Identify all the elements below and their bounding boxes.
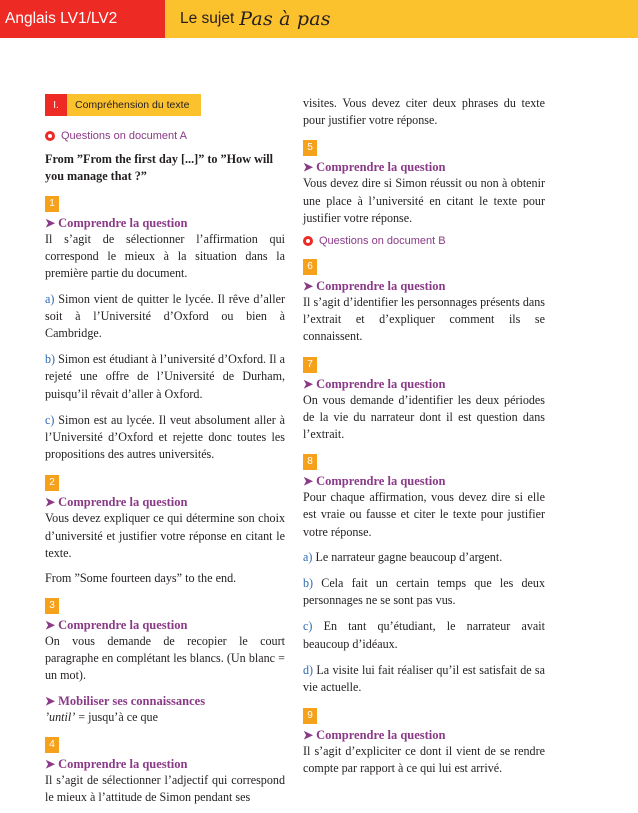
left-column — [45, 94, 285, 813]
question-6 — [303, 256, 545, 346]
question-text: Pour chaque affirmation, vous devez dire si elle est vraie ou fausse et citer le texte pour justifier votre réponse. — [303, 490, 545, 539]
ring-bullet-icon — [45, 131, 55, 141]
arrow-icon: ➤ — [45, 693, 56, 708]
question-heading: ➤ Comprendre la question — [303, 474, 446, 489]
question-number: 7 — [303, 357, 317, 373]
right-column — [303, 95, 545, 786]
question-number: 5 — [303, 140, 317, 156]
question-heading: ➤ Comprendre la question — [303, 279, 446, 294]
question-7 — [303, 354, 545, 444]
page-header — [0, 0, 638, 38]
question-3 — [45, 595, 285, 726]
question-text: Vous devez expliquer ce qui détermine son choix d’université et justifier votre réponse en citant le texte. — [45, 511, 285, 560]
arrow-icon: ➤ — [45, 756, 56, 771]
question-8 — [303, 451, 545, 696]
question-number: 2 — [45, 475, 59, 491]
question-number: 4 — [45, 737, 59, 753]
arrow-icon: ➤ — [303, 376, 314, 391]
arrow-icon: ➤ — [303, 279, 314, 294]
question-number: 3 — [45, 598, 59, 614]
section-label: Compréhension du texte — [67, 94, 201, 116]
answer-option: c) Simon est au lycée. Il veut absolument aller à l’Université d’Oxford et rejette donc toutes les propositions des autres universités. — [45, 412, 285, 462]
question-5 — [303, 137, 545, 227]
question-heading: ➤ Comprendre la question — [45, 756, 188, 771]
question-text: Il s’agit d’expliciter ce dont il vient de se rendre compte par rapport à ce qui lui est arrivé. — [303, 744, 545, 776]
question-text: Il s’agit de sélectionner l’adjectif qui correspond le mieux à l’attitude de Simon pendant ses — [45, 772, 285, 805]
arrow-icon: ➤ — [303, 728, 314, 743]
subject-label: Anglais LV1/LV2 — [0, 0, 165, 38]
section-number: I. — [45, 94, 67, 116]
ring-bullet-icon — [303, 236, 313, 246]
answer-option: a) Simon vient de quitter le lycée. Il rêve d’aller soit à l’Université d’Oxford ou bien à Cambridge. — [45, 291, 285, 341]
arrow-icon: ➤ — [303, 160, 314, 175]
arrow-icon: ➤ — [303, 474, 314, 489]
answer-option: a) Le narrateur gagne beaucoup d’argent. — [303, 549, 503, 564]
vocab-note: ’until’ = jusqu’à ce que — [45, 709, 158, 724]
answer-option: b) Simon est étudiant à l’université d’Oxford. Il a rejeté une offre de l’Université de Durham, puisqu’il rêvait d’aller à Oxford. — [45, 352, 285, 401]
question-number: 6 — [303, 259, 317, 275]
question-text-continued: visites. Vous devez citer deux phrases du texte pour justifier votre réponse. — [303, 96, 545, 128]
question-number: 1 — [45, 196, 59, 212]
doc-b-heading — [303, 235, 545, 247]
question-heading: ➤ Comprendre la question — [45, 618, 188, 633]
section-banner — [165, 0, 638, 38]
text-reference: From ”Some fourteen days” to the end. — [45, 571, 237, 586]
doc-a-label: Questions on document A — [61, 130, 187, 142]
mobiliser-heading: ➤ Mobiliser ses connaissances — [45, 693, 206, 708]
question-heading: ➤ Comprendre la question — [303, 728, 446, 743]
question-heading: ➤ Comprendre la question — [303, 376, 446, 391]
question-text: On vous demande de recopier le court paragraphe en complétant les blancs. (Un blanc = un mot). — [45, 634, 285, 683]
question-1 — [45, 193, 285, 463]
answer-option: c) En tant qu’étudiant, le narrateur avait beaucoup d’idéaux. — [303, 619, 545, 651]
question-text: On vous demande d’identifier les deux périodes de la vie du narrateur dont il est question dans l’extrait. — [303, 392, 545, 442]
arrow-icon: ➤ — [45, 216, 56, 230]
text-reference: From ”From the first day [...]” to ”How will you manage that ?” — [45, 152, 274, 183]
question-4 — [45, 734, 285, 806]
doc-a-heading — [45, 130, 285, 142]
answer-option: d) La visite lui fait réaliser qu’il est satisfait de sa vie actuelle. — [303, 662, 545, 695]
question-text: Il s’agit de sélectionner l’affirmation qui correspond le mieux à la situation dans la première partie du document. — [45, 232, 285, 281]
arrow-icon: ➤ — [45, 618, 56, 633]
question-heading: ➤ Comprendre la question — [45, 216, 188, 230]
question-number: 8 — [303, 454, 317, 470]
question-number: 9 — [303, 708, 317, 724]
question-2 — [45, 472, 285, 562]
arrow-icon: ➤ — [45, 495, 56, 510]
question-text: Il s’agit d’identifier les personnages présents dans l’extrait et d’expliquer comment ils se connaissent. — [303, 295, 545, 344]
answer-option: b) Cela fait un certain temps que les deux personnages ne se sont pas vus. — [303, 576, 545, 608]
banner-script-title: Pas à pas — [239, 8, 331, 30]
question-text: Vous devez dire si Simon réussit ou non à obtenir une place à l’université en citant le texte pour justifier votre réponse. — [303, 176, 545, 225]
question-heading: ➤ Comprendre la question — [303, 160, 446, 175]
question-heading: ➤ Comprendre la question — [45, 495, 188, 510]
doc-b-label: Questions on document B — [319, 235, 446, 248]
section-heading — [45, 94, 201, 116]
banner-prefix: Le sujet — [180, 10, 235, 27]
question-9 — [303, 705, 545, 777]
